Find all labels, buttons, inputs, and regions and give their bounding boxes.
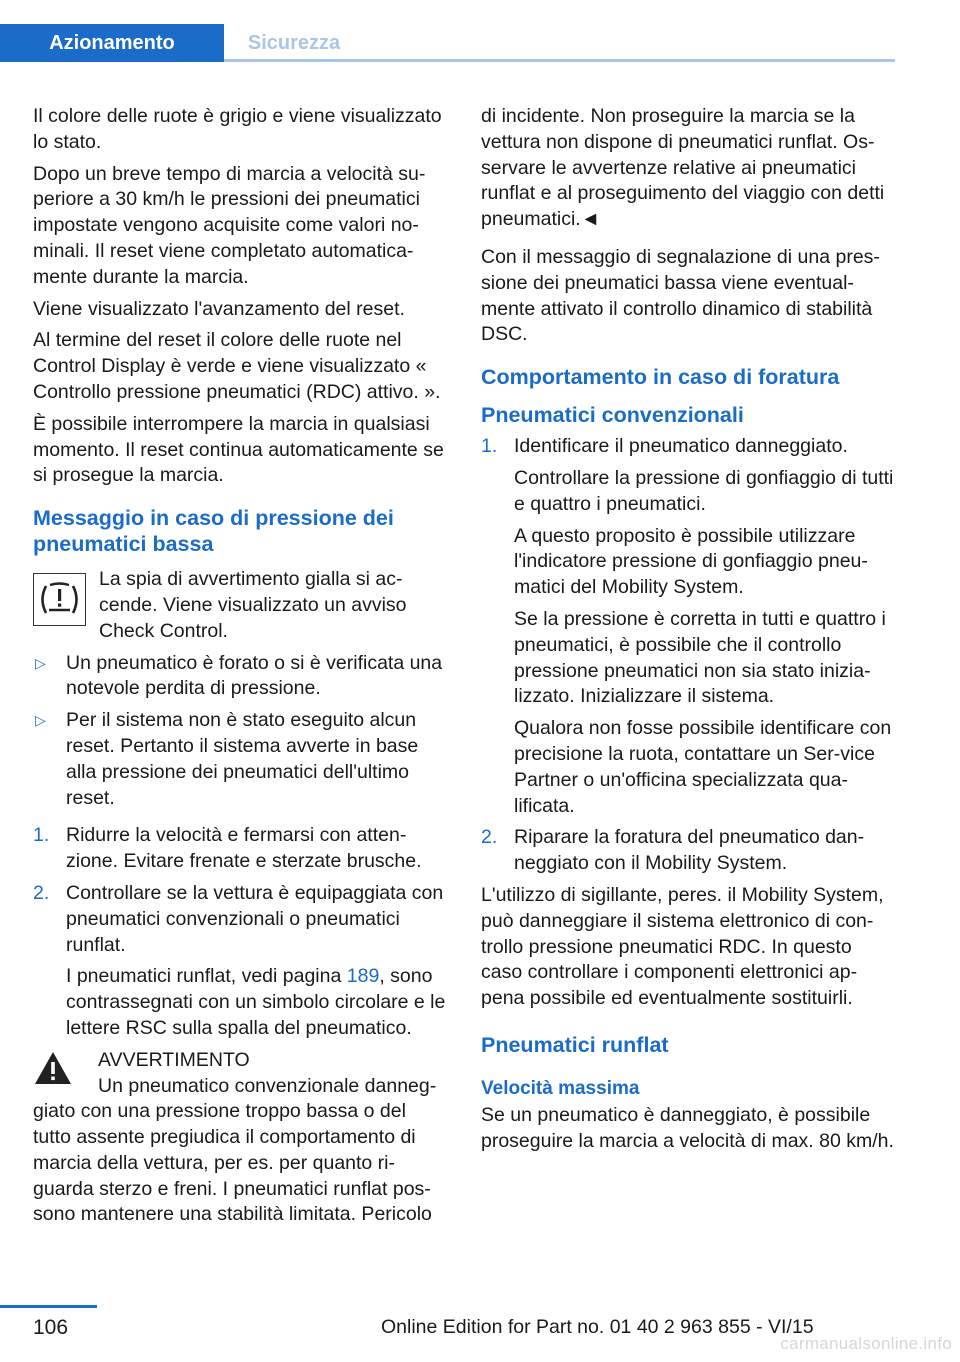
step-number: 1. bbox=[33, 824, 50, 847]
edition-text: Online Edition for Part no. 01 40 2 963 855 - VI/15 bbox=[381, 1316, 814, 1338]
step-item bbox=[33, 881, 448, 1042]
triangle-bullet-icon: ▷ bbox=[35, 712, 46, 729]
page-number: 106 bbox=[33, 1316, 69, 1339]
paragraph: Con il messaggio di segnalazione di una pres-sione dei pneumatici bassa viene eventual-mente attivato il controllo dinamico di stabilità DSC. bbox=[481, 245, 880, 346]
step-text: Controllare la pressione di gonfiaggio di tutti e quattro i pneumatici. bbox=[514, 466, 894, 515]
warning-light-row bbox=[33, 567, 448, 644]
tire-pressure-warning-icon bbox=[33, 573, 86, 626]
paragraph: È possibile interrompere la marcia in qualsiasi momento. Il reset continua automaticamente se si prosegue la marcia. bbox=[33, 412, 444, 487]
triangle-bullet-icon: ▷ bbox=[35, 654, 46, 671]
footer-rule bbox=[0, 1305, 97, 1308]
paragraph: Al termine del reset il colore delle ruote nel Control Display è verde e viene visualizzato « Controllo pressione pneumatici (RDC) attivo. ». bbox=[33, 329, 441, 403]
step-item bbox=[33, 823, 448, 875]
step-item bbox=[481, 825, 896, 877]
bullet-list bbox=[33, 651, 448, 812]
page-link[interactable]: 189 bbox=[346, 965, 380, 988]
page-header bbox=[0, 0, 895, 62]
section-heading: Comportamento in caso di foratura bbox=[481, 365, 840, 390]
tab-sicurezza[interactable]: Sicurezza bbox=[247, 31, 341, 54]
warning-text: Un pneumatico convenzionale danneg- bbox=[98, 1074, 437, 1097]
step-number: 1. bbox=[481, 435, 498, 458]
right-column bbox=[481, 104, 896, 1161]
warning-light-text: La spia di avvertimento gialla si ac-cende. Viene visualizzato un avviso Check Control. bbox=[99, 568, 407, 642]
step-text: Se la pressione è corretta in tutti e quattro i pneumatici, è possibile che il controllo pressione pneumatici non sia stato inizia-lizzato. Inizializzare il sistema. bbox=[514, 607, 886, 708]
step-text: Qualora non fosse possibile identificare con precisione la ruota, contattare un Ser-vice Partner o un'officina specializzata qua-lificata. bbox=[514, 717, 892, 817]
step-text: Ridurre la velocità e fermarsi con atten-zione. Evitare frenate e sterzate brusche. bbox=[66, 824, 422, 873]
minor-heading: Velocità massima bbox=[481, 1077, 640, 1099]
step-number: 2. bbox=[33, 881, 50, 904]
list-item-text: Per il sistema non è stato eseguito alcun reset. Pertanto il sistema avverte in base alla pressione dei pneumatici dell'ultimo reset. bbox=[66, 709, 419, 809]
step-number: 2. bbox=[481, 826, 498, 849]
paragraph: L'utilizzo di sigillante, peres. il Mobility System, può danneggiare il sistema elettronico di con-trollo pressione pneumatici RDC. In questo caso controllare i componenti elettronici ap-pena possibile ed eventualmente sostituirli. bbox=[481, 883, 884, 1010]
warning-triangle-icon bbox=[33, 1050, 73, 1086]
numbered-steps bbox=[33, 823, 448, 1041]
step-text: Controllare se la vettura è equipaggiata con pneumatici convenzionali o pneumatici runflat. bbox=[66, 881, 444, 956]
warning-title: AVVERTIMENTO bbox=[98, 1048, 250, 1071]
tab-azionamento[interactable]: Azionamento bbox=[0, 24, 224, 62]
paragraph: Il colore delle ruote è grigio e viene visualizzato lo stato. bbox=[33, 105, 442, 153]
paragraph: Viene visualizzato l'avanzamento del reset. bbox=[33, 297, 405, 320]
list-item bbox=[33, 651, 448, 703]
step-note-text: I pneumatici runflat, vedi pagina bbox=[66, 965, 347, 988]
list-item-text: Un pneumatico è forato o si è verificata una notevole perdita di pressione. bbox=[66, 651, 443, 700]
step-note-text: , sono contrassegnati con un simbolo circolare e le lettere RSC sulla spalla del pneumatico. bbox=[66, 965, 446, 1039]
step-item bbox=[481, 434, 896, 819]
warning-text: giato con una pressione troppo bassa o del tutto assente pregiudica il comportamento di marcia della vettura, per es. per quanto ri-guarda sterzo e freni. I pneumatici runflat pos-sono mantenere una stabilità limitata. Pericolo bbox=[33, 1100, 432, 1226]
paragraph: di incidente. Non proseguire la marcia se la vettura non dispone di pneumatici runflat. Os-servare le avvertenze relative ai pneumatici runflat e al proseguimento del viaggio con detti pneumatici.◄ bbox=[481, 105, 885, 231]
paragraph: Dopo un breve tempo di marcia a velocità su-periore a 30 km/h le pressioni dei pneumatici impostate vengono acquisite come valori no-minali. Il reset viene completato automatica-mente durante la marcia. bbox=[33, 162, 426, 288]
step-note bbox=[66, 964, 448, 1041]
header-divider bbox=[224, 59, 895, 62]
step-text: Riparare la foratura del pneumatico dan-neggiato con il Mobility System. bbox=[514, 826, 865, 875]
step-text: A questo proposito è possibile utilizzare l'indicatore pressione di gonfiaggio pneu-matici del Mobility System. bbox=[514, 524, 868, 599]
section-heading: Messaggio in caso di pressione dei pneumatici bassa bbox=[33, 506, 394, 557]
watermark: carmanualsonline.info bbox=[780, 1334, 952, 1353]
left-column bbox=[33, 104, 448, 1228]
warning-box bbox=[33, 1048, 448, 1229]
numbered-steps bbox=[481, 434, 896, 877]
list-item bbox=[33, 708, 448, 811]
paragraph: Se un pneumatico è danneggiato, è possibile proseguire la marcia a velocità di max. 80 km/h. bbox=[481, 1103, 894, 1152]
step-text: Identificare il pneumatico danneggiato. bbox=[514, 435, 848, 458]
subsection-heading: Pneumatici runflat bbox=[481, 1032, 669, 1057]
subsection-heading: Pneumatici convenzionali bbox=[481, 403, 744, 428]
